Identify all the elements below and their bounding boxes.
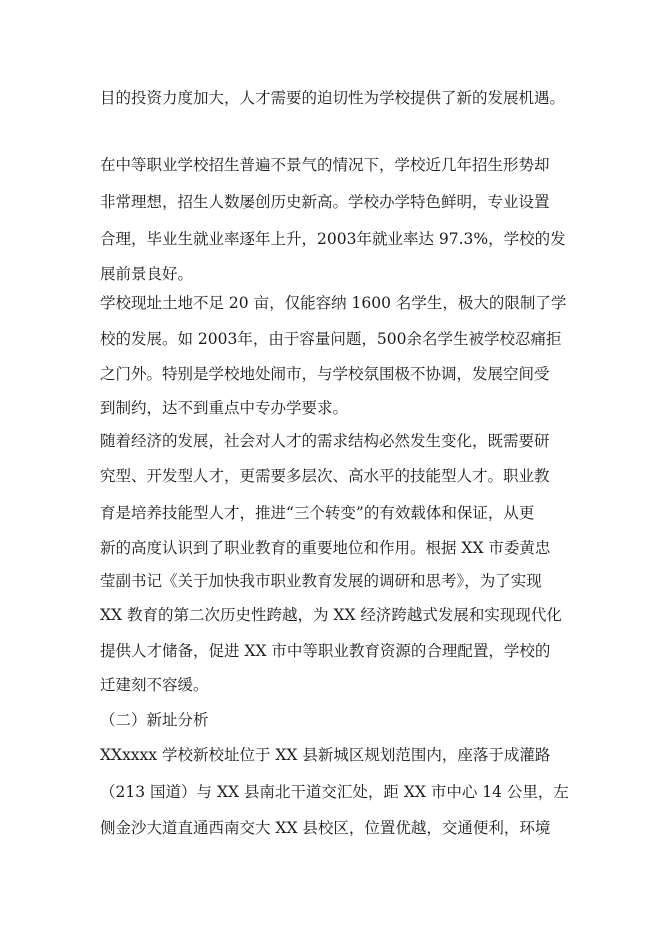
paragraph-line-economy-3: 育是培养技能型人才，推进“三个转变”的有效载体和保证，从更: [100, 504, 535, 522]
paragraph-line-site-3: 之门外。特别是学校地处闹市，与学校氛围极不协调，发展空间受: [100, 365, 550, 383]
paragraph-line-economy-2: 究型、开发型人才，更需要多层次、高水平的技能型人才。职业教: [100, 467, 550, 485]
paragraph-line-location-3: 侧金沙大道直通西南交大 XX 县校区，位置优越，交通便利，环境: [100, 819, 551, 837]
section-heading-new-site: （二）新址分析: [100, 711, 209, 729]
paragraph-line-opportunity: 目的投资力度加大，人才需要的迫切性为学校提供了新的发展机遇。: [100, 89, 566, 107]
paragraph-line-enrollment-4: 展前景良好。: [100, 265, 194, 283]
paragraph-line-location-1: XXxxxx 学校新校址位于 XX 县新城区规划范围内，座落于成灌路: [100, 746, 551, 764]
paragraph-line-location-2: （213 国道）与 XX 县南北干道交汇处，距 XX 市中心 14 公里，左: [100, 783, 569, 801]
paragraph-line-economy-5: 莹副书记《关于加快我市职业教育发展的调研和思考》，为了实现: [100, 572, 542, 590]
paragraph-line-enrollment-2: 非常理想，招生人数屡创历史新高。学校办学特色鲜明，专业设置: [100, 193, 550, 211]
paragraph-line-enrollment-3: 合理，毕业生就业率逐年上升，2003年就业率达 97.3%，学校的发: [100, 230, 566, 248]
paragraph-line-economy-4: 新的高度认识到了职业教育的重要地位和作用。根据 XX 市委黄忠: [100, 539, 551, 557]
paragraph-line-site-2: 校的发展。如 2003年，由于容量问题，500余名学生被学校忍痛拒: [100, 330, 562, 348]
paragraph-line-enrollment-1: 在中等职业学校招生普遍不景气的情况下，学校近几年招生形势却: [100, 156, 550, 174]
paragraph-line-economy-8: 迁建刻不容缓。: [100, 676, 209, 694]
paragraph-line-economy-1: 随着经济的发展，社会对人才的需求结构必然发生变化，既需要研: [100, 432, 550, 450]
paragraph-line-site-4: 到制约，达不到重点中专办学要求。: [100, 399, 349, 417]
paragraph-line-site-1: 学校现址土地不足 20 亩，仅能容纳 1600 名学生，极大的限制了学: [100, 294, 567, 312]
paragraph-line-economy-6: XX 教育的第二次历史性跨越，为 XX 经济跨越式发展和实现现代化: [100, 606, 562, 624]
paragraph-line-economy-7: 提供人才储备，促进 XX 市中等职业教育资源的合理配置，学校的: [100, 642, 551, 660]
